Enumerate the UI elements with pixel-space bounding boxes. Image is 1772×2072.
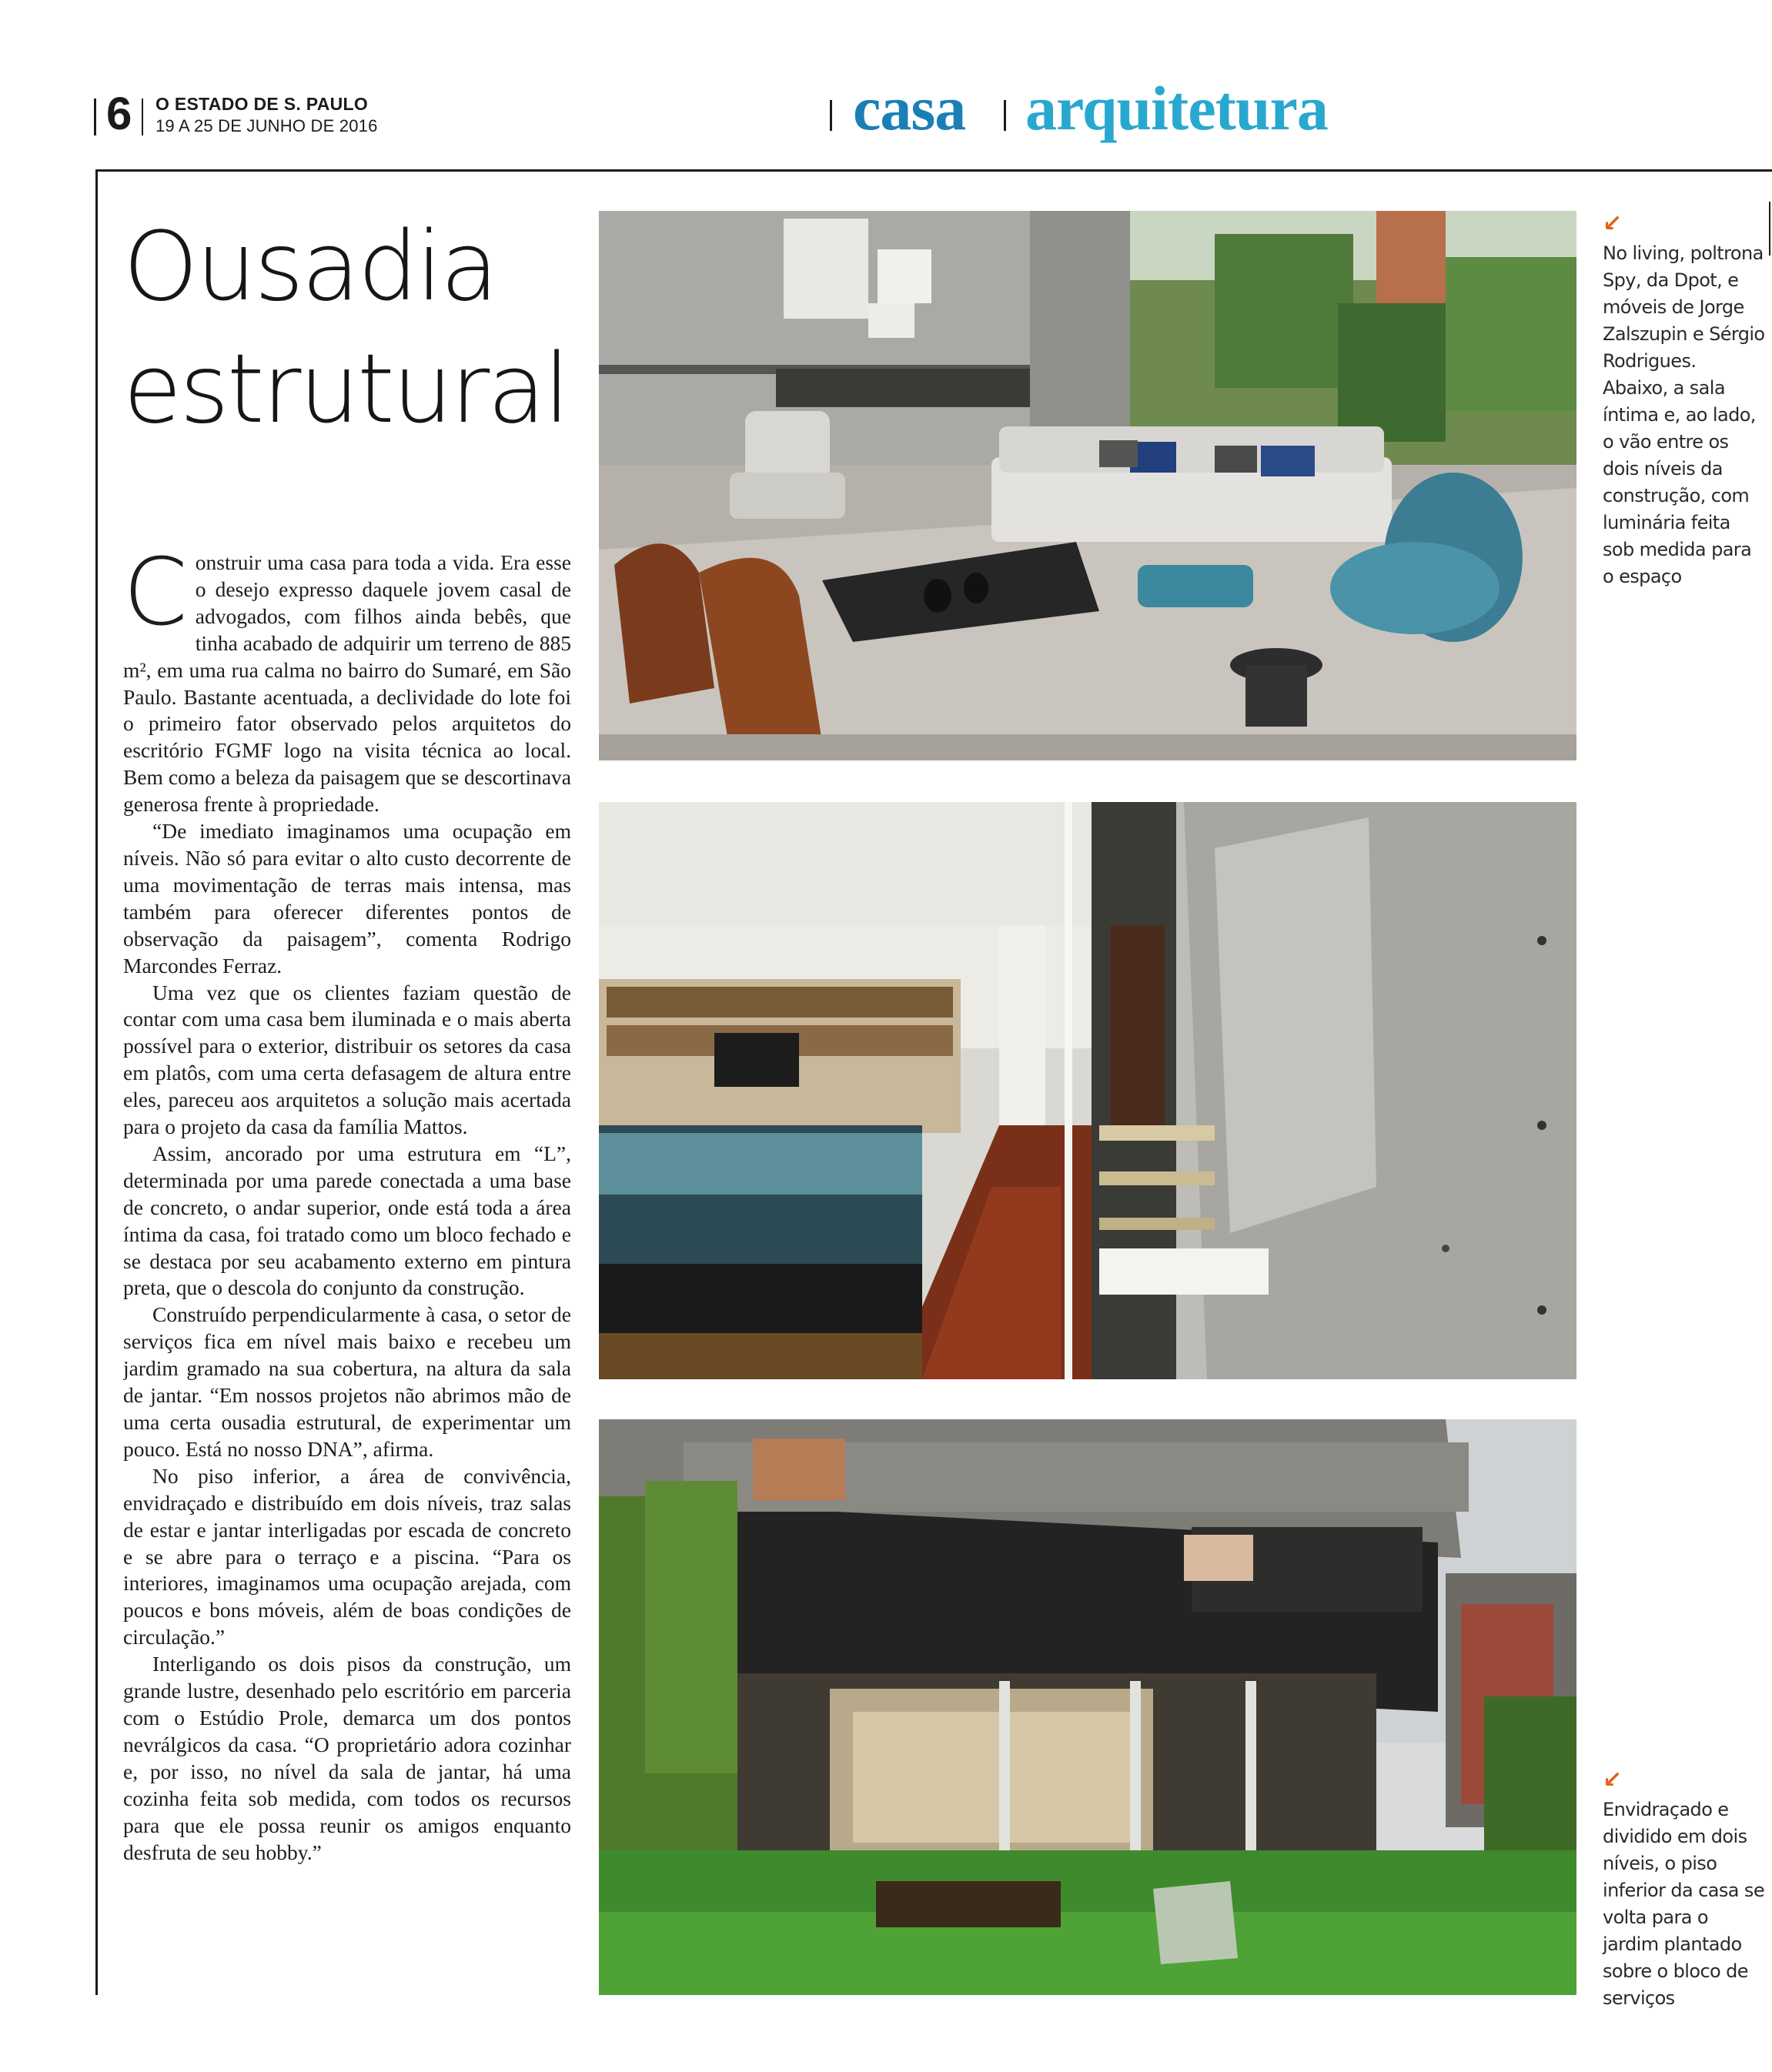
page-frame-right [1769,202,1770,256]
drop-cap: C [123,550,188,647]
section-divider [830,100,832,131]
arrow-down-left-icon: ↙ [1603,210,1622,237]
page-frame-top [95,169,1772,172]
section-title-arquitetura: arquitetura [1025,73,1328,143]
article-paragraph: Uma vez que os clientes faziam questão de contar com uma casa bem iluminada e o mais aberta possível para o exterior, distribuir os setores da casa em platôs, com uma certa defasagem de altura entre eles, pareceu aos arquitetos a solução mais acertada para o projeto da casa da família Mattos. [123,980,571,1139]
page-number: 6 [106,88,132,139]
arrow-down-left-icon: ↙ [1603,1766,1622,1793]
section-title-casa: casa [853,73,966,143]
article-paragraph: Construído perpendicularmente à casa, o setor de serviços fica em nível mais baixo e recebeu um jardim gramado na sua cobertura, na altura da sala de jantar. “Em nossos projetos não abrimos mão de uma certa ousadia estrutural, de experimentar um pouco. Está no nosso DNA”, afirma. [123,1302,571,1461]
photo-exterior-house [599,1419,1576,1995]
article-paragraph: Assim, ancorado por uma estrutura em “L”, determinada por uma parede conectada a uma base de concreto, o andar superior, onde está toda a área íntima da casa, foi tratado como um bloco fechado e se destaca por seu acabamento externo em pintura preta, que o descola do conjunto da construção. [123,1141,571,1300]
article-paragraph: “De imediato imaginamos uma ocupação em níveis. Não só para evitar o alto custo decorrente de uma movimentação de terras mais intensa, mas também para oferecer diferentes pontos de observação da paisagem”, comenta Rodrigo Marcondes Ferraz. [123,819,571,978]
page-frame-left [95,169,98,1995]
article-paragraph: No piso inferior, a área de convivência, envidraçado e distribuído em dois níveis, traz salas de estar e jantar interligadas por escada de concreto e se abre para o terraço e a piscina. “Para os interiores, imaginamos uma ocupação arejada, com poucos e bons móveis, além de boas condições de circulação.” [123,1463,571,1649]
article-paragraph [123,550,571,818]
caption-text: Envidraçado e dividido em dois níveis, o piso inferior da casa se volta para o jardim plantado sobre o bloco de serviços [1603,1799,1764,2009]
newspaper-name: O ESTADO DE S. PAULO [155,94,369,114]
article-body [123,550,571,1997]
masthead-divider [142,99,143,135]
photo-living-room [599,211,1576,760]
headline-line-1: Ousadia [123,212,496,322]
article-paragraph: Interligando os dois pisos da construção, um grande lustre, desenhado pelo escritório em parceria com o Estúdio Prole, demarca um dos pontos nevrálgicos da casa. “O proprietário adora cozinhar e, por isso, no nível da sala de jantar, há uma cozinha feita sob medida, com todos os recursos para que ele possa reunir os amigos enquanto desfruta de seu hobby.” [123,1652,571,1864]
masthead-rule [94,99,96,135]
caption-exterior [1603,1766,1766,2012]
issue-date: 19 A 25 DE JUNHO DE 2016 [155,116,378,135]
caption-text: No living, poltrona Spy, da Dpot, e móveis de Jorge Zalszupin e Sérgio Rodrigues. Abaixo, a sala íntima e, ao lado, o vão entre os dois níveis da construção, com luminária feita sob medida para o espaço [1603,242,1765,587]
photo-interior-levels [599,802,1576,1379]
caption-living [1603,212,1766,590]
paragraph-text: onstruir uma casa para toda a vida. Era esse o desejo expresso daquele jovem casal de advogados, com filhos ainda bebês, que tinha acabado de adquirir um terreno de 885 m², em uma rua calma no bairro do Sumaré, em São Paulo. Bastante acentuada, a declividade do lote foi o primeiro fator observado pelos arquitetos do escritório FGMF logo na visita técnica ao local. Bem como a beleza da paisagem que se descortinava generosa frente à propriedade. [123,550,571,817]
section-divider [1004,100,1006,131]
headline-line-2: estrutural [123,333,568,445]
article-headline [123,206,585,450]
